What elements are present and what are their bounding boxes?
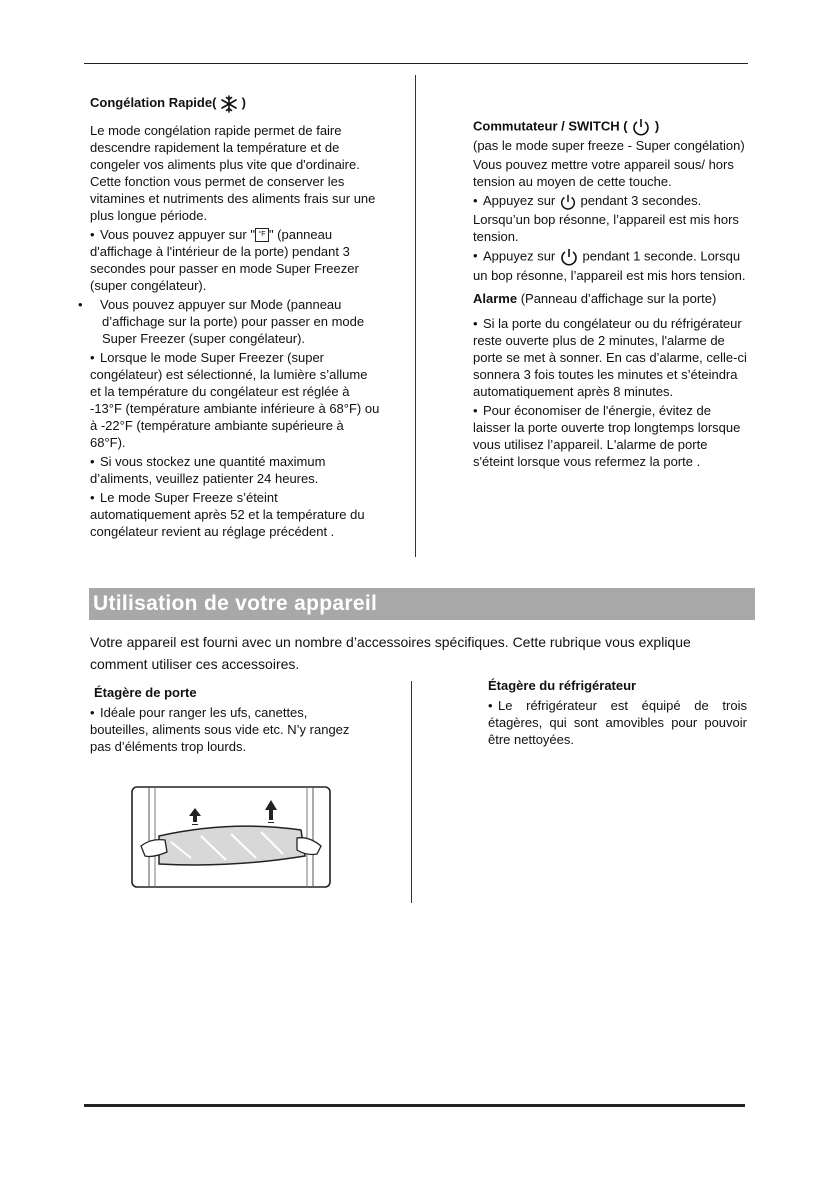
bullet-1-pre: Vous pouvez appuyer sur " — [100, 226, 255, 242]
alarm-heading — [473, 290, 748, 307]
alarm-b2-text: Pour économiser de l'énergie, évitez de laisser la porte ouverte trop longtemps lorsque vous utilisez l’appareil. L'alarme de porte s'éteint lorsque vous refermez la porte . — [473, 402, 741, 469]
door-shelf-heading: Étagère de porte — [94, 685, 197, 700]
bullet-2-text: Vous pouvez appuyer sur Mode (panneau d’affichage sur la porte) pour passer en mode Super Freezer (super congélateur). — [100, 296, 365, 346]
power-icon — [559, 193, 577, 211]
bullet-dot: • — [488, 698, 493, 713]
door-shelf-text — [90, 704, 360, 755]
section-banner: Utilisation de votre appareil — [89, 588, 755, 620]
switch-b2-post: pendant 1 seconde. Lorsqu un bop résonne, l’appareil est mis hors tension. — [473, 248, 746, 283]
bullet-dot: • — [90, 226, 95, 242]
door-shelf-illustration — [131, 786, 331, 888]
quick-freeze-bullet-3 — [90, 349, 380, 451]
switch-note: (pas le mode super freeze - Super congélation) — [473, 138, 745, 153]
quick-freeze-bullet-5 — [90, 489, 380, 540]
alarm-heading-text: Alarme — [473, 290, 518, 306]
quick-freeze-bullet-1 — [90, 226, 380, 294]
bullet-4-text: Si vous stockez une quantité maximum d’aliments, veuillez patienter 24 heures. — [90, 453, 326, 486]
bullet-5-text: Le mode Super Freeze s’éteint automatiquement après 52 et la température du congélateur revient au réglage précédent . — [90, 489, 365, 539]
door-shelf-block — [90, 684, 360, 755]
fridge-shelf-block — [475, 677, 747, 748]
bullet-dot: • — [90, 453, 95, 469]
heading-paren-open: ( — [212, 95, 217, 110]
bullet-dot: • — [90, 349, 95, 365]
alarm-heading-note: (Panneau d’affichage sur la porte) — [520, 290, 717, 306]
heading-text: Congélation Rapide — [90, 95, 213, 110]
quick-freeze-bullet-4 — [90, 453, 380, 487]
power-icon — [559, 247, 579, 267]
temperature-button-icon: °F — [255, 228, 269, 242]
switch-heading-close: ) — [654, 118, 660, 134]
power-icon — [631, 117, 651, 137]
quick-freeze-bullet-2 — [78, 296, 380, 347]
bottom-rule — [84, 1104, 745, 1107]
alarm-b1-text: Si la porte du congélateur ou du réfrigérateur reste ouverte plus de 2 minutes, l'alarme de porte se met à sonner. En cas d’alarme, celle-ci sonnera 3 fois toutes les minutes et s’éteindra automatiquement après 8 minutes. — [473, 315, 747, 399]
quick-freeze-intro: Le mode congélation rapide permet de faire descendre rapidement la température et de congeler vos aliments plus vite que d'ordinaire. Cette fonction vous permet de conserver les vitamines et nutriments des aliments frais sur une plus longue période. — [90, 122, 376, 223]
bullet-dot: • — [473, 402, 478, 418]
fridge-shelf-text-body: Le réfrigérateur est équipé de trois étagères, qui sont amovibles pour pouvoir être nettoyées. — [488, 698, 747, 747]
door-shelf-text-body: Idéale pour ranger les ufs, canettes, bouteilles, aliments sous vide etc. N’y rangez pas d’éléments trop lourds. — [90, 705, 350, 754]
bullet-dot: • — [473, 315, 478, 331]
fridge-shelf-text — [475, 697, 747, 748]
bullet-1-post: " (panneau d'affichage à l'intérieur de la porte) pendant 3 secondes pour passer en mode Super Freezer (super congélateur). — [90, 226, 359, 293]
heading-paren-close: ) — [241, 95, 246, 110]
column-divider-bottom — [411, 681, 412, 903]
quick-freeze-heading — [90, 94, 380, 113]
section-intro: Votre appareil est fourni avec un nombre d’accessoires spécifiques. Cette rubrique vous explique comment utiliser ces accessoires. — [90, 634, 691, 672]
bullet-dot: • — [473, 248, 478, 263]
alarm-bullet-2 — [473, 402, 748, 470]
alarm-bullet-1 — [473, 315, 748, 400]
top-rule — [84, 63, 748, 64]
switch-heading-text: Commutateur / SWITCH ( — [473, 118, 628, 134]
bullet-3-text: Lorsque le mode Super Freezer (super congélateur) est sélectionné, la lumière s’allume et la température du congélateur est réglée à -13°F (température ambiante inférieure à 68°F) ou à -22°F (température ambiante supérieure à 68°F). — [90, 349, 380, 450]
bullet-dot: • — [90, 489, 95, 505]
column-divider-top — [415, 75, 416, 557]
switch-heading — [473, 117, 748, 137]
switch-b2-pre: Appuyez sur — [483, 248, 556, 263]
right-column — [473, 117, 748, 470]
switch-bullet-2 — [473, 247, 748, 284]
left-column — [78, 94, 380, 540]
switch-description: Vous pouvez mettre votre appareil sous/ hors tension au moyen de cette touche. — [473, 157, 734, 189]
fridge-shelf-heading: Étagère du réfrigérateur — [488, 678, 637, 693]
switch-b1-pre: Appuyez sur — [483, 193, 556, 208]
switch-bullet-1 — [473, 192, 748, 245]
snowflake-icon — [220, 95, 238, 113]
switch-b1-post: pendant 3 secondes. Lorsqu’un bop résonne, l’appareil est mis hors tension. — [473, 193, 739, 244]
bullet-dot: • — [473, 193, 478, 208]
bullet-dot: • — [90, 705, 95, 720]
bullet-dot: • — [78, 296, 83, 312]
